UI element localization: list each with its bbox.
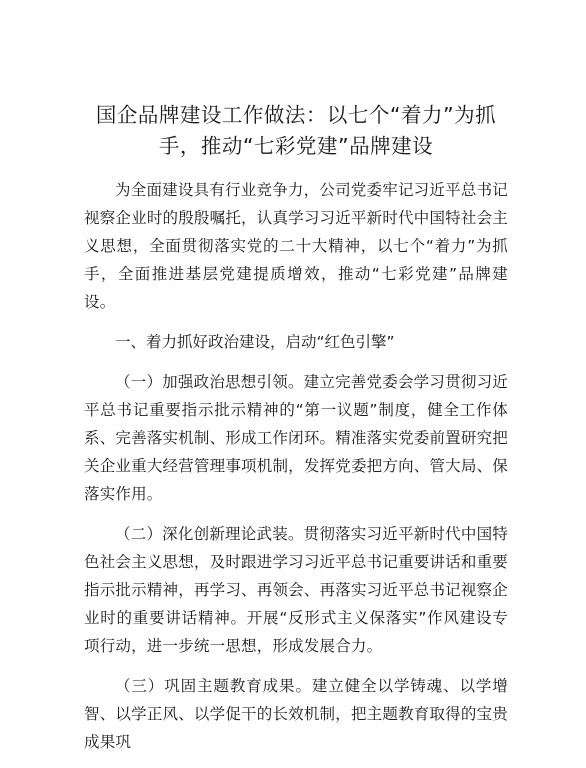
item-paragraph-1: （一）加强政治思想引领。建立完善党委会学习贯彻习近平总书记重要指示批示精神的“第一议题”制度，健全工作体系、完善落实机制、形成工作闭环。精准落实党委前置研究把关企业重大经营管理事项机制，发挥党委把方向、管大局、保落实作用。 [84,373,508,503]
intro-paragraph: 为全面建设具有行业竞争力，公司党委牢记习近平总书记视察企业时的殷殷嘱托，认真学习习近平新时代中国特社会主义思想，全面贯彻落实党的二十大精神，以七个“着力”为抓手，全面推进基层党建提质增效，推动“七彩党建”品牌建设。 [84,181,508,311]
document-title: 国企品牌建设工作做法：以七个“着力”为抓手，推动“七彩党建”品牌建设 [95,103,497,158]
item-paragraph-2: （二）深化创新理论武装。贯彻落实习近平新时代中国特色社会主义思想，及时跟进学习习近平总书记重要讲话和重要指示批示精神，再学习、再领会、再落实习近平总书记视察企业时的重要讲话精神。开展“反形式主义保落实”作风建设专项行动，进一步统一思想，形成发展合力。 [84,525,508,655]
section-heading: 一、着力抓好政治建设，启动“红色引擎” [115,333,395,351]
item-paragraph-3: （三）巩固主题教育成果。建立健全以学铸魂、以学增智、以学正风、以学促干的长效机制，把主题教育取得的宝贵成果巩 [84,677,508,751]
document-page [84,100,508,768]
